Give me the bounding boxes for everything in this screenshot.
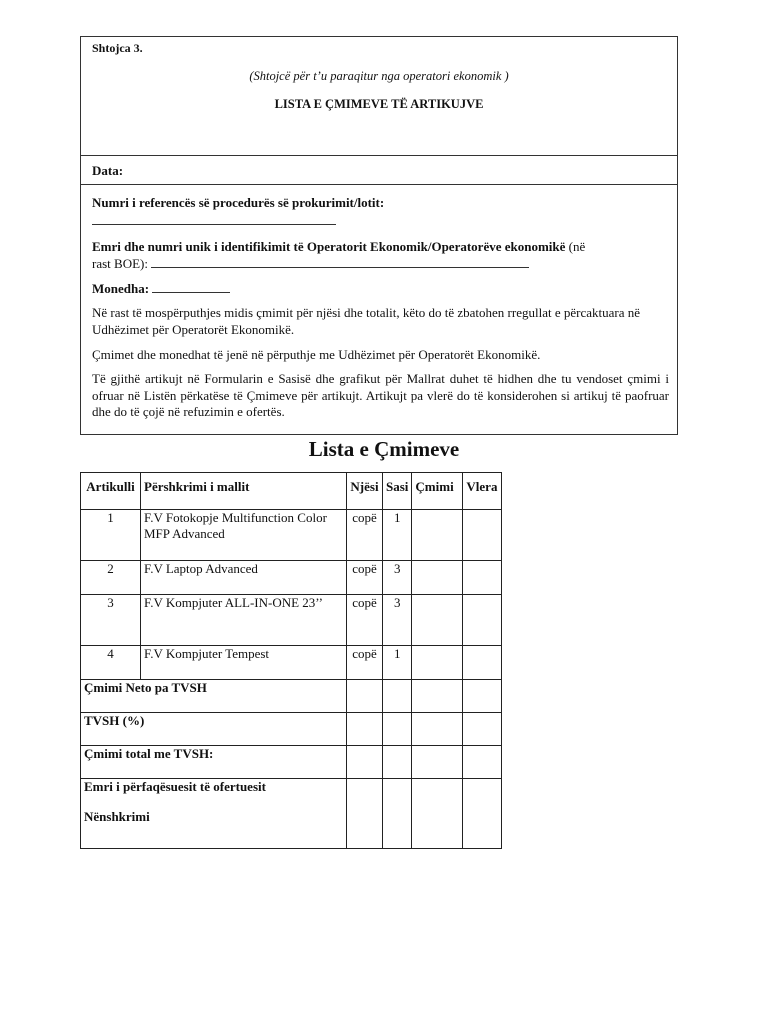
currency-label: Monedha: xyxy=(92,281,150,296)
signature-labels xyxy=(81,779,347,849)
note-currency: Çmimet dhe monedhat të jenë në përputhje me Udhëzimet për Operatorët Ekonomikë. xyxy=(92,347,541,362)
signature-cell[interactable] xyxy=(347,779,383,849)
summary-cell[interactable] xyxy=(412,746,463,779)
item-price-cell[interactable] xyxy=(412,510,463,561)
item-price-cell[interactable] xyxy=(412,595,463,646)
item-price-cell[interactable] xyxy=(412,561,463,595)
item-value-cell[interactable] xyxy=(463,646,502,680)
date-label: Data: xyxy=(92,163,124,178)
summary-cell[interactable] xyxy=(463,713,502,746)
annex-title: LISTA E ÇMIMEVE TË ARTIKUJVE xyxy=(274,97,484,111)
net-price-row xyxy=(81,680,502,713)
item-unit: copë xyxy=(347,595,383,646)
summary-cell[interactable] xyxy=(347,713,383,746)
col-header-unit: Njësi xyxy=(347,473,383,510)
annex-subtitle: (Shtojcë për t’u paraqitur nga operatori ekonomik ) xyxy=(249,69,509,83)
representative-label: Emri i përfaqësuesit të ofertuesit xyxy=(84,779,266,794)
table-row xyxy=(81,510,502,561)
operator-field xyxy=(92,239,669,272)
summary-cell[interactable] xyxy=(383,746,412,779)
date-section xyxy=(81,156,677,185)
item-unit: copë xyxy=(347,510,383,561)
annex-title-section xyxy=(81,37,677,156)
total-price-row xyxy=(81,746,502,779)
annex-number: Shtojca 3. xyxy=(92,41,143,55)
item-number: 1 xyxy=(81,510,141,561)
signature-label: Nënshkrimi xyxy=(84,809,150,824)
currency-field xyxy=(92,281,669,298)
col-header-value: Vlera xyxy=(463,473,502,510)
item-value-cell[interactable] xyxy=(463,510,502,561)
table-row xyxy=(81,561,502,595)
item-value-cell[interactable] xyxy=(463,561,502,595)
operator-blank-line[interactable] xyxy=(151,266,529,268)
price-list-title: Lista e Çmimeve xyxy=(308,437,460,461)
item-description: F.V Laptop Advanced xyxy=(141,561,347,595)
total-price-label: Çmimi total me TVSH: xyxy=(81,746,347,779)
operator-label-rest: (në xyxy=(565,239,586,254)
item-quantity: 3 xyxy=(383,595,412,646)
item-number: 4 xyxy=(81,646,141,680)
item-description: F.V Fotokopje Multifunction Color MFP Advanced xyxy=(141,510,347,561)
signature-cell[interactable] xyxy=(412,779,463,849)
details-section xyxy=(81,185,677,434)
note-discrepancy: Në rast të mospërputhjes midis çmimit për njësi dhe totalit, këto do të zbatohen rregullat e përcaktuara në Udhëzimet për Operatorët Ekonomikë. xyxy=(92,305,640,337)
summary-cell[interactable] xyxy=(347,680,383,713)
item-description: F.V Kompjuter ALL-IN-ONE 23’’ xyxy=(141,595,347,646)
signature-cell[interactable] xyxy=(463,779,502,849)
item-unit: copë xyxy=(347,561,383,595)
summary-cell[interactable] xyxy=(463,746,502,779)
operator-label: Emri dhe numri unik i identifikimit të Operatorit Ekonomik/Operatorëve ekonomikë xyxy=(92,239,566,254)
note-all-items: Të gjithë artikujt në Formularin e Sasisë dhe grafikut për Mallrat duhet të hidhen dhe tu vendoset çmimi i ofruar në Listën përkatëse të Çmimeve për artikujt. Artikujt pa vlerë do të konsiderohen si artikuj të paofruar dhe do të çojë në refuzimin e ofertës. xyxy=(92,371,669,419)
col-header-item: Artikulli xyxy=(81,473,141,510)
table-row xyxy=(81,595,502,646)
summary-cell[interactable] xyxy=(347,746,383,779)
table-row xyxy=(81,646,502,680)
reference-blank-line[interactable] xyxy=(92,223,336,225)
summary-cell[interactable] xyxy=(412,713,463,746)
reference-field-row xyxy=(92,213,669,230)
summary-cell[interactable] xyxy=(463,680,502,713)
item-number: 3 xyxy=(81,595,141,646)
annex-header-box xyxy=(80,36,678,435)
summary-cell[interactable] xyxy=(412,680,463,713)
signature-row xyxy=(81,779,502,849)
col-header-quantity: Sasi xyxy=(383,473,412,510)
table-header-row xyxy=(81,473,502,510)
signature-cell[interactable] xyxy=(383,779,412,849)
item-quantity: 3 xyxy=(383,561,412,595)
net-price-label: Çmimi Neto pa TVSH xyxy=(81,680,347,713)
item-value-cell[interactable] xyxy=(463,595,502,646)
item-price-cell[interactable] xyxy=(412,646,463,680)
price-list-table xyxy=(80,472,502,849)
col-header-description: Përshkrimi i mallit xyxy=(141,473,347,510)
item-description: F.V Kompjuter Tempest xyxy=(141,646,347,680)
summary-cell[interactable] xyxy=(383,680,412,713)
col-header-price: Çmimi xyxy=(412,473,463,510)
item-quantity: 1 xyxy=(383,510,412,561)
item-number: 2 xyxy=(81,561,141,595)
operator-label-line2: rast BOE): xyxy=(92,255,148,271)
vat-label: TVSH (%) xyxy=(81,713,347,746)
currency-blank-line[interactable] xyxy=(152,291,230,293)
item-unit: copë xyxy=(347,646,383,680)
reference-label: Numri i referencës së procedurës së prokurimit/lotit: xyxy=(92,195,385,210)
item-quantity: 1 xyxy=(383,646,412,680)
summary-cell[interactable] xyxy=(383,713,412,746)
vat-row xyxy=(81,713,502,746)
